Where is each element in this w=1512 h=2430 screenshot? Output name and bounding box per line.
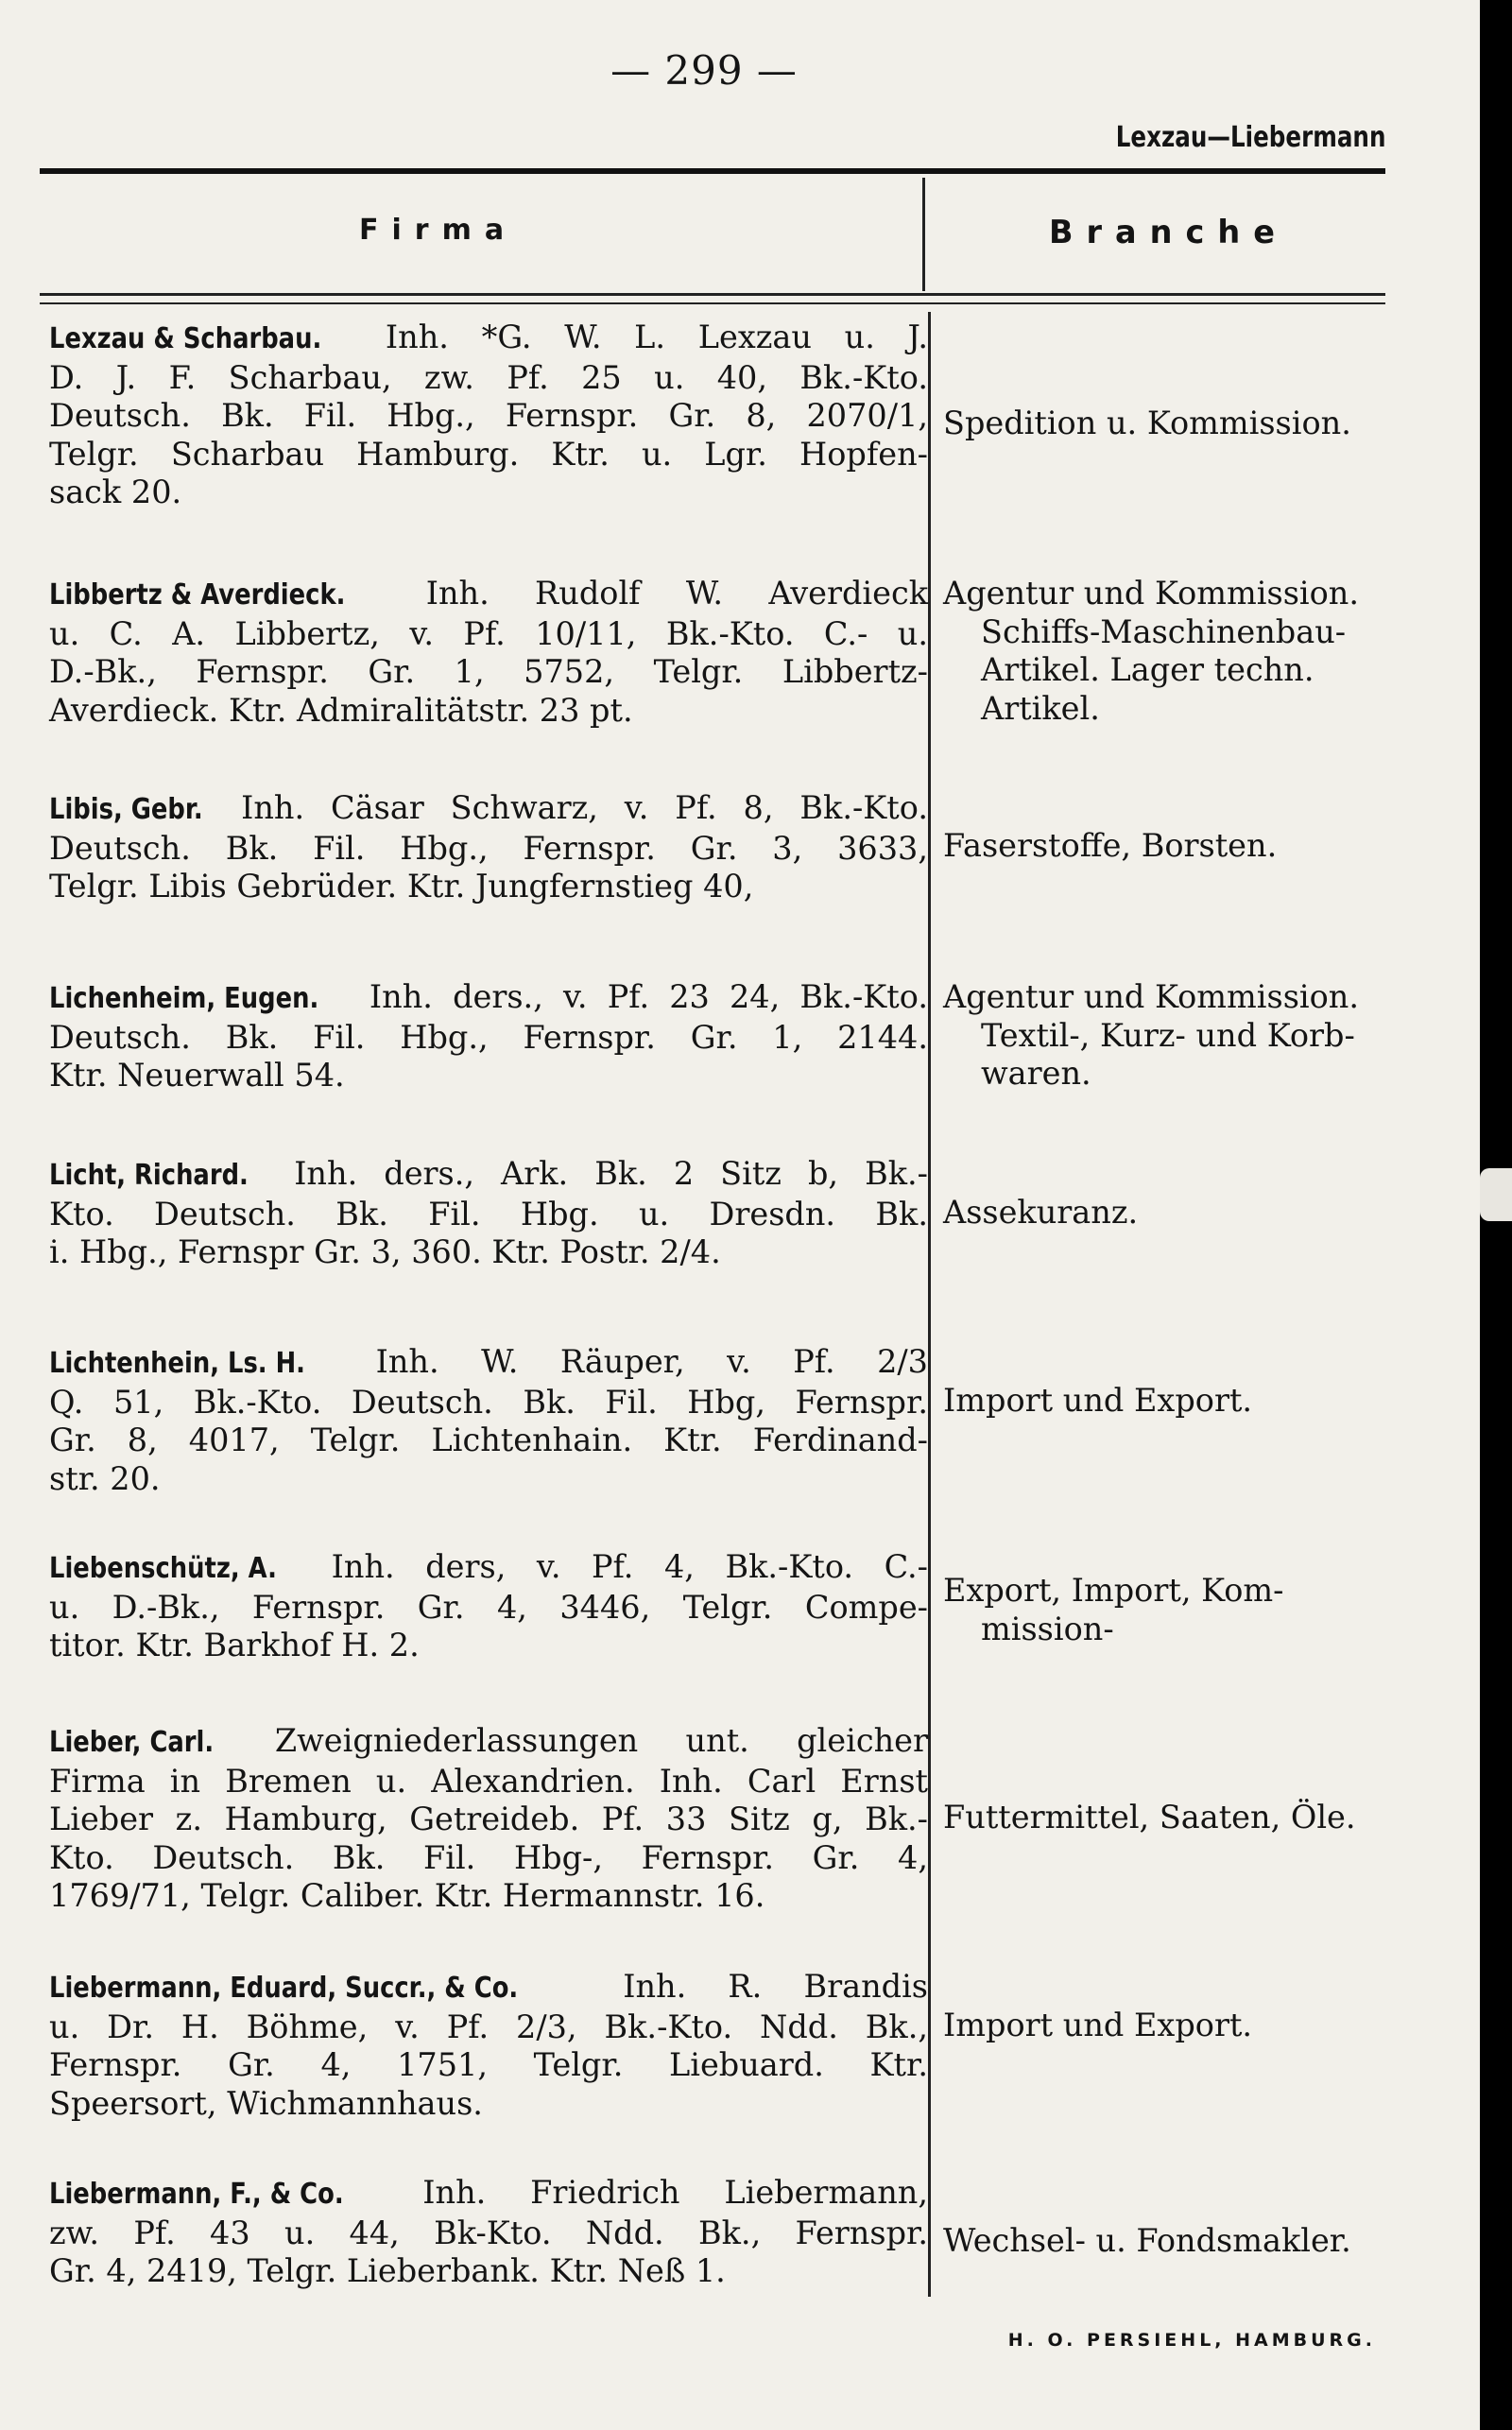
- header-rule-second: [40, 302, 1385, 304]
- firm-line: [49, 615, 928, 654]
- firm-text: Telgr. Scharbau Hamburg. Ktr. u. Lgr. Hopfen-: [49, 435, 928, 473]
- firm-line: [49, 2008, 928, 2047]
- firm-entry: [49, 789, 928, 906]
- firm-line: [49, 2046, 928, 2085]
- firm-text: Gr. 8, 4017, Telgr. Lichtenhain. Ktr. Ferdinand-: [49, 1422, 928, 1458]
- printer-imprint: H. O. PERSIEHL, HAMBURG.: [1007, 2330, 1376, 2351]
- firm-text: D. J. F. Scharbau, zw. Pf. 25 u. 40, Bk.-Kto.: [49, 358, 928, 396]
- column-divider: [928, 312, 931, 2297]
- firm-line: [49, 653, 928, 692]
- firm-line: [49, 1460, 928, 1499]
- firm-line: [49, 830, 928, 869]
- firm-line: [49, 1763, 928, 1801]
- branche-line: Spedition u. Kommission.: [943, 405, 1351, 441]
- column-header-branche: Branche: [1049, 214, 1288, 250]
- branche-line: Agentur und Kommission.: [943, 978, 1360, 1015]
- firm-line: [49, 1384, 928, 1422]
- firm-text: zw. Pf. 43 u. 44, Bk-Kto. Ndd. Bk., Fernspr.: [49, 2214, 928, 2251]
- firm-text: u. D.-Bk., Fernspr. Gr. 4, 3446, Telgr. Compe-: [49, 1588, 928, 1626]
- firm-text: Inh. Rudolf W. Averdieck: [425, 575, 929, 612]
- firm-text: Deutsch. Bk. Fil. Hbg., Fernspr. Gr. 1, 2144.: [49, 1018, 928, 1056]
- firm-text: Inh. ders., Ark. Bk. 2 Sitz b, Bk.-: [294, 1155, 928, 1192]
- header-column-divider: [922, 178, 925, 291]
- firm-line: [49, 2085, 928, 2124]
- branche-entry: [943, 827, 1435, 866]
- firm-text: Inh. *G. W. L. Lexzau u. J.: [385, 319, 929, 355]
- firm-entry: [49, 1548, 928, 1665]
- page-number: — 299 —: [610, 47, 798, 94]
- branche-entry: [943, 2007, 1435, 2045]
- firm-text: Speersort, Wichmannhaus.: [49, 2084, 483, 2122]
- branche-line: Assekuranz.: [943, 1194, 1139, 1231]
- branche-line: Schiffs-Maschinenbau-: [981, 612, 1347, 650]
- firm-text: Ktr. Neuerwall 54.: [49, 1057, 345, 1094]
- branche-entry: [943, 2222, 1435, 2261]
- branche-line: Import und Export.: [943, 1382, 1253, 1419]
- firm-entry: [49, 319, 928, 512]
- firm-entry: [49, 1722, 928, 1916]
- firm-line: [49, 2174, 928, 2215]
- branche-line: Textil-, Kurz- und Korb-: [981, 1016, 1355, 1054]
- firm-text: sack 20.: [49, 474, 182, 510]
- firm-text: titor. Ktr. Barkhof H. 2.: [49, 1627, 420, 1663]
- firm-entry: [49, 978, 928, 1095]
- branche-entry: [943, 1382, 1435, 1421]
- firm-name: Lexzau & Scharbau.: [49, 322, 322, 355]
- firm-name: Libis, Gebr.: [49, 793, 203, 826]
- header-rule: [40, 293, 1385, 296]
- firm-text: Kto. Deutsch. Bk. Fil. Hbg-, Fernspr. Gr. 4,: [49, 1838, 928, 1876]
- firm-name: Licht, Richard.: [49, 1159, 249, 1192]
- firm-text: Fernspr. Gr. 4, 1751, Telgr. Liebuard. Ktr.: [49, 2046, 928, 2083]
- firm-line: [49, 1233, 928, 1272]
- branche-line: mission-: [981, 1610, 1114, 1647]
- firm-text: i. Hbg., Fernspr Gr. 3, 360. Ktr. Postr. 2/4.: [49, 1233, 721, 1270]
- firm-line: [49, 978, 928, 1019]
- firm-line: [49, 1343, 928, 1384]
- branche-line: Artikel. Lager techn.: [981, 651, 1314, 688]
- branche-line: Faserstoffe, Borsten.: [943, 827, 1278, 864]
- firm-line: [49, 789, 928, 830]
- firm-text: Q. 51, Bk.-Kto. Deutsch. Bk. Fil. Hbg, Fernspr.: [49, 1383, 928, 1421]
- firm-line: [49, 397, 928, 436]
- branche-line: Export, Import, Kom-: [943, 1572, 1284, 1609]
- top-rule: [40, 168, 1385, 174]
- firm-line: [49, 1589, 928, 1628]
- firm-line: [49, 1839, 928, 1878]
- firm-line: [49, 575, 928, 615]
- firm-line: [49, 1968, 928, 2008]
- firm-line: [49, 868, 928, 906]
- firm-line: [49, 1627, 928, 1665]
- page-edge-tab: [1480, 1168, 1512, 1221]
- branche-entry: [943, 575, 1435, 728]
- firm-line: [49, 1801, 928, 1839]
- firm-name: Lichenheim, Eugen.: [49, 982, 319, 1015]
- branche-entry: [943, 1572, 1435, 1648]
- firm-name: Liebenschütz, A.: [49, 1552, 277, 1585]
- firm-text: Deutsch. Bk. Fil. Hbg., Fernspr. Gr. 3, 3633,: [49, 829, 928, 867]
- firm-text: u. Dr. H. Böhme, v. Pf. 2/3, Bk.-Kto. Ndd. Bk.,: [49, 2008, 928, 2045]
- firm-entry: [49, 1155, 928, 1272]
- branche-entry: [943, 1194, 1435, 1232]
- firm-line: [49, 436, 928, 474]
- firm-line: [49, 692, 928, 731]
- firm-text: Inh. ders, v. Pf. 4, Bk.-Kto. C.-: [331, 1548, 928, 1585]
- firm-line: [49, 1422, 928, 1460]
- branche-line: Wechsel- u. Fondsmakler.: [943, 2222, 1351, 2259]
- firm-text: 1769/71, Telgr. Caliber. Ktr. Hermannstr. 16.: [49, 1877, 765, 1914]
- firm-name: Liebermann, Eduard, Succr., & Co.: [49, 1972, 519, 2005]
- firm-text: str. 20.: [49, 1459, 161, 1497]
- firm-line: [49, 2215, 928, 2253]
- firm-text: Telgr. Libis Gebrüder. Ktr. Jungfernstieg 40,: [49, 868, 754, 905]
- firm-line: [49, 474, 928, 512]
- column-header-firma: Firma: [359, 214, 518, 247]
- firm-text: Averdieck. Ktr. Admiralitätstr. 23 pt.: [49, 691, 633, 729]
- firm-line: [49, 1019, 928, 1058]
- firm-line: [49, 1877, 928, 1916]
- firm-entry: [49, 1968, 928, 2123]
- firm-text: Firma in Bremen u. Alexandrien. Inh. Carl Ernst: [49, 1762, 928, 1800]
- firm-text: Inh. R. Brandis: [623, 1968, 929, 2005]
- firm-entry: [49, 575, 928, 730]
- firm-line: [49, 1155, 928, 1196]
- firm-text: Kto. Deutsch. Bk. Fil. Hbg. u. Dresdn. Bk.: [49, 1195, 928, 1232]
- firm-entry: [49, 2174, 928, 2291]
- firm-text: Inh. W. Räuper, v. Pf. 2/3: [375, 1343, 928, 1380]
- branche-entry: [943, 978, 1435, 1094]
- branche-entry: [943, 1799, 1435, 1837]
- firm-line: [49, 319, 928, 359]
- firm-text: Deutsch. Bk. Fil. Hbg., Fernspr. Gr. 8, 2070/1,: [49, 397, 928, 434]
- firm-line: [49, 359, 928, 398]
- firm-line: [49, 1722, 928, 1763]
- firm-line: [49, 1196, 928, 1234]
- firm-name: Liebermann, F., & Co.: [49, 2178, 344, 2211]
- firm-text: Gr. 4, 2419, Telgr. Lieberbank. Ktr. Neß 1.: [49, 2252, 726, 2289]
- firm-text: Inh. Cäsar Schwarz, v. Pf. 8, Bk.-Kto.: [241, 789, 929, 826]
- firm-text: u. C. A. Libbertz, v. Pf. 10/11, Bk.-Kto. C.- u.: [49, 614, 928, 652]
- branche-entry: [943, 405, 1435, 443]
- branche-line: Import und Export.: [943, 2007, 1253, 2043]
- running-head: Lexzau—Liebermann: [1115, 121, 1385, 154]
- firm-text: D.-Bk., Fernspr. Gr. 1, 5752, Telgr. Libbertz-: [49, 653, 928, 690]
- branche-line: waren.: [981, 1055, 1091, 1092]
- firm-line: [49, 1548, 928, 1589]
- firm-text: Zweigniederlassungen unt. gleicher: [274, 1722, 928, 1759]
- branche-line: Futtermittel, Saaten, Öle.: [943, 1799, 1356, 1835]
- branche-line: Artikel.: [981, 689, 1100, 727]
- firm-name: Lieber, Carl.: [49, 1726, 215, 1759]
- firm-text: Inh. Friedrich Liebermann,: [422, 2174, 928, 2211]
- firm-text: Inh. ders., v. Pf. 23 24, Bk.-Kto.: [369, 978, 928, 1015]
- firm-entry: [49, 1343, 928, 1498]
- firm-line: [49, 2252, 928, 2291]
- branche-line: Agentur und Kommission.: [943, 575, 1360, 612]
- firm-text: Lieber z. Hamburg, Getreideb. Pf. 33 Sitz g, Bk.-: [49, 1801, 928, 1837]
- firm-name: Libbertz & Averdieck.: [49, 578, 346, 612]
- firm-name: Lichtenhein, Ls. H.: [49, 1347, 305, 1380]
- firm-line: [49, 1057, 928, 1095]
